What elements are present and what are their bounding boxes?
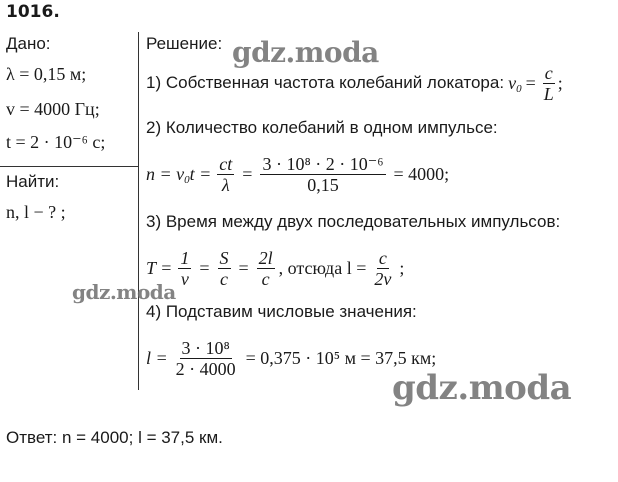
given-line-frequency: v = 4000 Гц;: [6, 99, 100, 119]
step3-f2: [218, 248, 231, 289]
step2-lhs: $n = v_0t$ =: [146, 163, 212, 186]
step2-f2-denominator: 0,15: [307, 174, 339, 195]
step1-lhs: $v_0$: [508, 72, 522, 95]
given-title: Дано:: [6, 34, 51, 53]
step3-mid: , отсюда l =: [278, 257, 367, 278]
step3-f1-numerator: 1: [180, 247, 190, 268]
step3-f2-numerator: S: [219, 247, 229, 268]
answer: Ответ: n = 4000; l = 37,5 км.: [6, 428, 223, 447]
watermark-middle: gdz.moda: [72, 280, 176, 304]
step3-f4-numerator: c: [378, 247, 387, 268]
step3-f3-numerator: 2l: [258, 247, 273, 268]
step2-result: = 4000;: [393, 163, 450, 184]
step1-eq: =: [525, 72, 536, 93]
step3-f4-denominator: 2v: [374, 268, 392, 289]
step3-eq2: =: [238, 257, 249, 278]
step2-eq: =: [242, 163, 253, 184]
watermark-top: gdz.moda: [232, 36, 379, 69]
step2-f2-numerator: 3 · 10⁸ · 2 · 10⁻⁶: [262, 153, 384, 174]
given-line-wavelength: λ = 0,15 м;: [6, 64, 87, 84]
step4-lhs: l =: [146, 347, 168, 368]
given-line-time: t = 2 · 10⁻⁶ с;: [6, 132, 106, 152]
solution-step-3-formula: [146, 244, 404, 292]
step3-eq1: =: [199, 257, 210, 278]
solution-step-4-text: 4) Подставим числовые значения:: [146, 302, 417, 321]
find-title: Найти:: [6, 172, 60, 191]
step2-fraction-numeric: [260, 154, 385, 195]
step2-fraction-symbolic: [217, 154, 234, 195]
step4-numerator: 3 · 10⁸: [181, 337, 230, 358]
problem-number: 1016.: [6, 2, 60, 22]
step4-denominator: 2 · 4000: [175, 358, 236, 379]
step4-result: = 0,375 · 10⁵ м = 37,5 км;: [245, 347, 437, 368]
step3-lhs: T =: [146, 257, 173, 278]
step2-f1-numerator: ct: [219, 153, 233, 174]
watermark-bottom: gdz.moda: [392, 368, 572, 408]
step1-end: ;: [557, 72, 563, 93]
step1-numerator: c: [544, 62, 553, 83]
solution-step-2-text: 2) Количество колебаний в одном импульсе:: [146, 118, 498, 137]
step1-denominator: L: [543, 83, 554, 104]
step3-f1-denominator: v: [180, 268, 189, 289]
solution-step-3-text: 3) Время между двух последовательных импульсов:: [146, 212, 561, 231]
solution-step-2-formula: [146, 150, 449, 198]
find-line: n, l − ? ;: [6, 202, 66, 222]
solution-divider: [138, 32, 139, 390]
step3-f1: [178, 248, 191, 289]
step3-f3: [257, 248, 275, 289]
step3-f4: [372, 248, 393, 289]
solution-title: Решение:: [146, 34, 223, 53]
given-divider: [0, 166, 138, 167]
step3-f3-denominator: c: [261, 268, 270, 289]
step1-text: 1) Собственная частота колебаний локатора:: [146, 73, 505, 92]
step1-fraction: [542, 63, 556, 104]
step3-f2-denominator: c: [220, 268, 228, 289]
step3-end: ;: [399, 257, 405, 278]
step2-f1-denominator: λ: [221, 174, 230, 195]
step4-fraction: [174, 338, 238, 379]
